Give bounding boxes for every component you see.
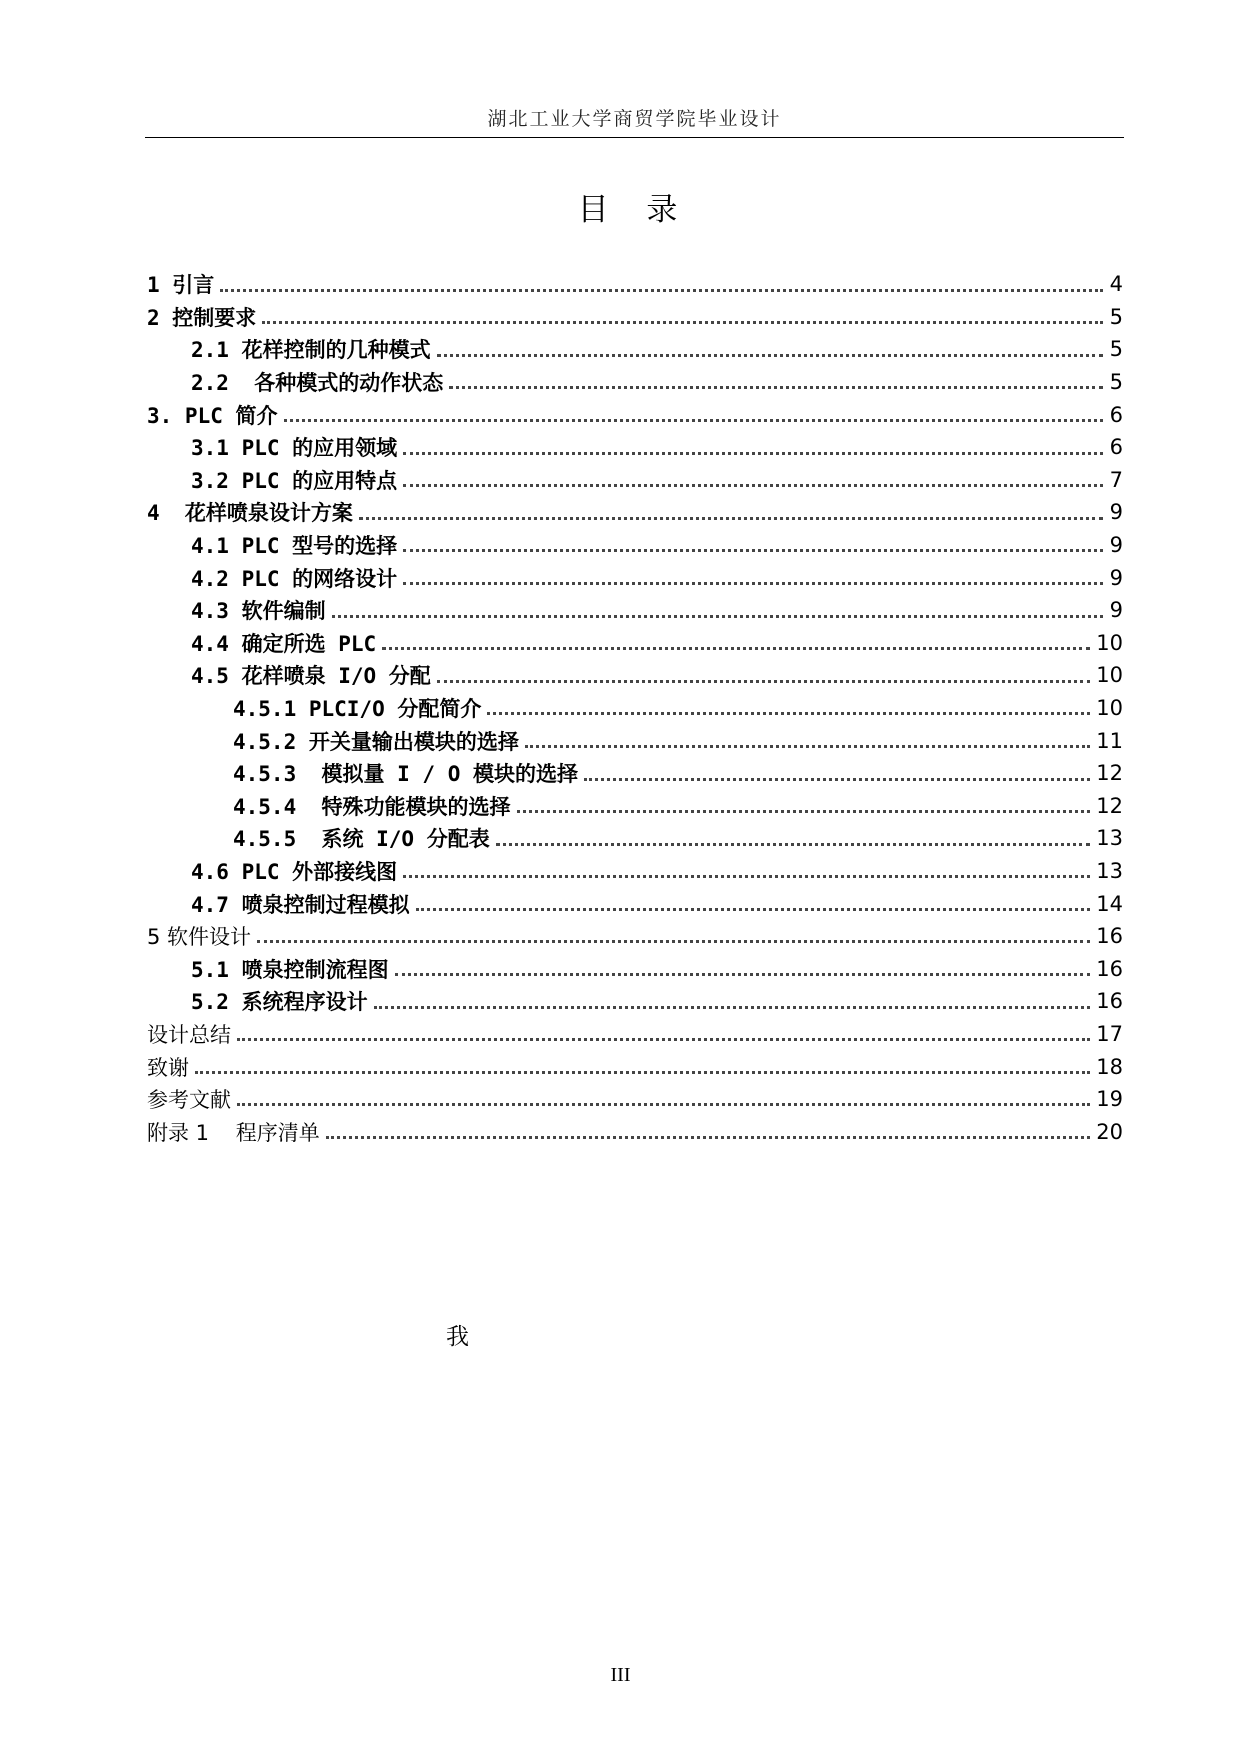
dot-leader bbox=[584, 778, 1090, 781]
toc-entry-label: 3.2 PLC 的应用特点 bbox=[191, 468, 398, 493]
toc-entry-4-5-2[interactable] bbox=[147, 724, 1123, 757]
dot-leader bbox=[382, 647, 1090, 650]
toc-entry-label: 附录 1 程序清单 bbox=[147, 1120, 320, 1145]
dot-leader bbox=[262, 321, 1103, 324]
toc-entry-label: 4.6 PLC 外部接线图 bbox=[191, 859, 398, 884]
toc-entry-label: 4.5.2 开关量输出模块的选择 bbox=[233, 729, 519, 754]
toc-entry-4-6[interactable] bbox=[147, 855, 1123, 888]
toc-entry-page: 5 bbox=[1109, 304, 1123, 329]
dot-leader bbox=[496, 843, 1091, 846]
toc-entry-page: 20 bbox=[1096, 1119, 1123, 1144]
toc-entry-page: 9 bbox=[1109, 500, 1123, 525]
toc-entry-page: 17 bbox=[1096, 1021, 1123, 1046]
toc-entry-label: 4.5.3 模拟量 I / O 模块的选择 bbox=[233, 762, 579, 787]
toc-title: 目 录 bbox=[577, 192, 692, 228]
toc-entry-page: 13 bbox=[1096, 826, 1123, 851]
toc-entry-label: 5.2 系统程序设计 bbox=[191, 990, 368, 1015]
toc-entry-label: 4.3 软件编制 bbox=[191, 599, 326, 624]
dot-leader bbox=[332, 615, 1103, 618]
toc-entry-label: 4.5.4 特殊功能模块的选择 bbox=[233, 794, 511, 819]
page-number: III bbox=[610, 1664, 631, 1686]
toc-entry-page: 6 bbox=[1109, 435, 1123, 460]
toc-entry-4-5-4[interactable] bbox=[147, 790, 1123, 823]
dot-leader bbox=[403, 549, 1103, 552]
dot-leader bbox=[326, 1136, 1091, 1139]
toc-entry-2-1[interactable] bbox=[147, 333, 1123, 366]
toc-entry-label: 3.1 PLC 的应用领域 bbox=[191, 436, 398, 461]
toc-entry-summary[interactable] bbox=[147, 1018, 1123, 1051]
toc-entry-page: 5 bbox=[1109, 370, 1123, 395]
toc-entry-label: 5.1 喷泉控制流程图 bbox=[191, 957, 389, 982]
toc-entry-label: 4.1 PLC 型号的选择 bbox=[191, 534, 398, 559]
toc-entry-4-2[interactable] bbox=[147, 561, 1123, 594]
toc-entry-2-2[interactable] bbox=[147, 366, 1123, 399]
dot-leader bbox=[525, 745, 1090, 748]
toc-entry-references[interactable] bbox=[147, 1083, 1123, 1116]
toc-entry-label: 4.5.5 系统 I/O 分配表 bbox=[233, 827, 490, 852]
dot-leader bbox=[237, 1038, 1090, 1041]
dot-leader bbox=[220, 289, 1103, 292]
dot-leader bbox=[403, 484, 1103, 487]
dot-leader bbox=[403, 582, 1103, 585]
toc-entry-2[interactable] bbox=[147, 301, 1123, 334]
toc-entry-label: 4.2 PLC 的网络设计 bbox=[191, 566, 398, 591]
toc-entry-page: 7 bbox=[1109, 467, 1123, 492]
dot-leader bbox=[284, 419, 1103, 422]
toc-entry-4-5-5[interactable] bbox=[147, 822, 1123, 855]
toc-entry-page: 11 bbox=[1096, 728, 1123, 753]
dot-leader bbox=[403, 875, 1090, 878]
toc-entry-4-7[interactable] bbox=[147, 887, 1123, 920]
toc-entry-3[interactable] bbox=[147, 398, 1123, 431]
dot-leader bbox=[487, 712, 1090, 715]
toc-entry-label: 2 控制要求 bbox=[147, 305, 257, 330]
stray-text: 我 bbox=[446, 1324, 469, 1350]
toc-entry-page: 10 bbox=[1096, 663, 1123, 688]
toc-entry-page: 10 bbox=[1096, 696, 1123, 721]
toc-entry-5-2[interactable] bbox=[147, 985, 1123, 1018]
toc-entry-page: 12 bbox=[1096, 761, 1123, 786]
dot-leader bbox=[517, 810, 1091, 813]
toc-entry-page: 6 bbox=[1109, 402, 1123, 427]
toc-entry-4-3[interactable] bbox=[147, 594, 1123, 627]
toc-entry-page: 10 bbox=[1096, 630, 1123, 655]
toc-entry-page: 16 bbox=[1096, 956, 1123, 981]
dot-leader bbox=[437, 354, 1103, 357]
dot-leader bbox=[416, 908, 1091, 911]
toc-entry-label: 2.2 各种模式的动作状态 bbox=[191, 371, 444, 396]
toc-entry-page: 19 bbox=[1096, 1087, 1123, 1112]
toc-entry-label: 4 花样喷泉设计方案 bbox=[147, 501, 353, 526]
dot-leader bbox=[237, 1103, 1090, 1106]
toc-entry-page: 9 bbox=[1109, 598, 1123, 623]
toc-entry-5[interactable] bbox=[147, 920, 1123, 953]
dot-leader bbox=[395, 973, 1091, 976]
toc-entry-4-5-3[interactable] bbox=[147, 757, 1123, 790]
toc-entry-page: 9 bbox=[1109, 565, 1123, 590]
toc-entry-label: 4.4 确定所选 PLC bbox=[191, 631, 377, 656]
toc-entry-4-1[interactable] bbox=[147, 529, 1123, 562]
toc-entry-label: 2.1 花样控制的几种模式 bbox=[191, 338, 431, 363]
toc-entry-label: 设计总结 bbox=[147, 1022, 231, 1047]
toc-entry-5-1[interactable] bbox=[147, 952, 1123, 985]
dot-leader bbox=[257, 940, 1090, 943]
toc-entry-4-5[interactable] bbox=[147, 659, 1123, 692]
toc-entry-page: 16 bbox=[1096, 924, 1123, 949]
table-of-contents bbox=[147, 268, 1123, 1148]
toc-entry-page: 4 bbox=[1109, 272, 1123, 297]
toc-entry-label: 参考文献 bbox=[147, 1088, 231, 1113]
dot-leader bbox=[195, 1071, 1090, 1074]
dot-leader bbox=[437, 680, 1090, 683]
toc-entry-4-5-1[interactable] bbox=[147, 692, 1123, 725]
toc-entry-label: 1 引言 bbox=[147, 273, 215, 298]
dot-leader bbox=[403, 452, 1103, 455]
toc-entry-acknowledgements[interactable] bbox=[147, 1050, 1123, 1083]
toc-entry-page: 12 bbox=[1096, 793, 1123, 818]
toc-entry-3-1[interactable] bbox=[147, 431, 1123, 464]
toc-entry-page: 14 bbox=[1096, 891, 1123, 916]
toc-entry-page: 16 bbox=[1096, 989, 1123, 1014]
toc-entry-label: 致谢 bbox=[147, 1055, 189, 1080]
toc-entry-label: 5 软件设计 bbox=[147, 925, 252, 950]
toc-entry-3-2[interactable] bbox=[147, 464, 1123, 497]
toc-entry-label: 4.5 花样喷泉 I/O 分配 bbox=[191, 664, 431, 689]
toc-entry-page: 5 bbox=[1109, 337, 1123, 362]
dot-leader bbox=[359, 517, 1103, 520]
running-header: 湖北工业大学商贸学院毕业设计 bbox=[487, 108, 782, 130]
toc-entry-label: 4.5.1 PLCI/O 分配简介 bbox=[233, 697, 482, 722]
toc-entry-page: 18 bbox=[1096, 1054, 1123, 1079]
toc-entry-page: 9 bbox=[1109, 533, 1123, 558]
toc-entry-label: 3. PLC 简介 bbox=[147, 403, 278, 428]
toc-entry-appendix-1[interactable] bbox=[147, 1115, 1123, 1148]
toc-entry-page: 13 bbox=[1096, 858, 1123, 883]
dot-leader bbox=[449, 386, 1103, 389]
toc-entry-label: 4.7 喷泉控制过程模拟 bbox=[191, 892, 410, 917]
toc-entry-4-4[interactable] bbox=[147, 627, 1123, 660]
toc-entry-4[interactable] bbox=[147, 496, 1123, 529]
dot-leader bbox=[374, 1006, 1091, 1009]
header-rule bbox=[145, 137, 1124, 138]
toc-entry-1[interactable] bbox=[147, 268, 1123, 301]
